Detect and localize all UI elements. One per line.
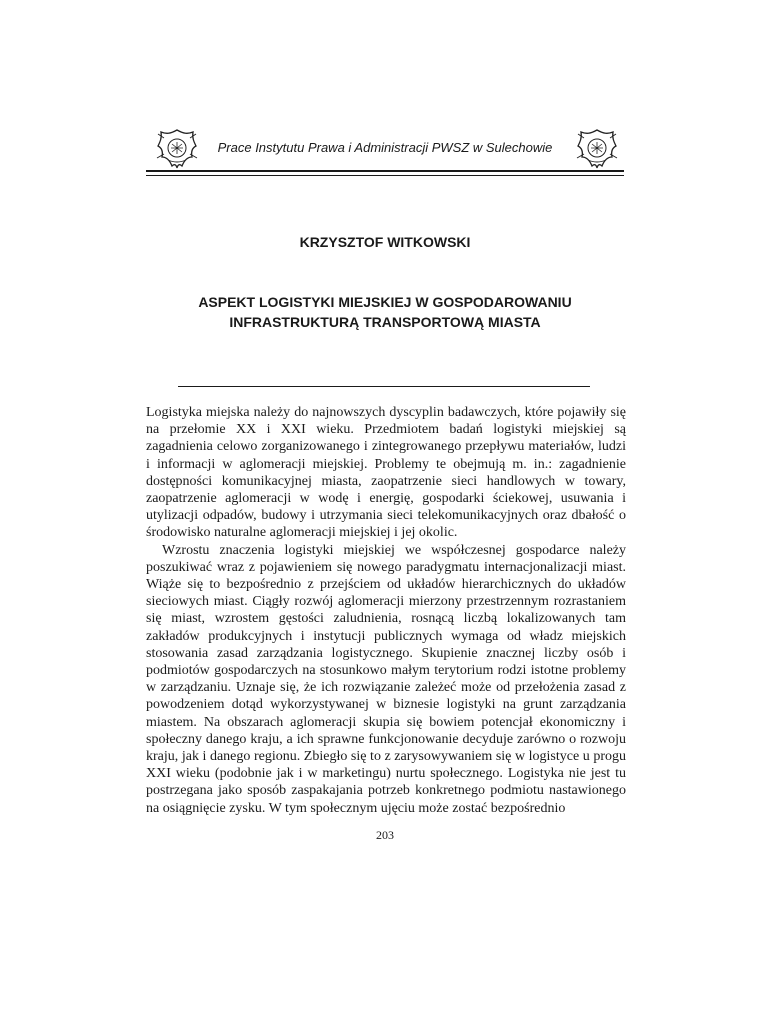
article-body — [146, 404, 626, 817]
institution-emblem-left — [152, 124, 202, 174]
article-title-line-1: ASPEKT LOGISTYKI MIEJSKIEJ W GOSPODAROWANIU — [198, 294, 572, 310]
author-name: KRZYSZTOF WITKOWSKI — [299, 234, 471, 250]
journal-title: Prace Instytutu Prawa i Administracji PWSZ w Sulechowie — [217, 140, 553, 155]
header-rule-thin — [146, 175, 624, 176]
body-paragraph-2: Wzrostu znaczenia logistyki miejskiej we współczesnej gospodarce należy poszukiwać wraz z pojawieniem się nowego paradygmatu internacjonalizacji miast. Wiąże się to bezpośrednio z przejściem od układów hierarchicznych do układów sieciowych miast. Ciągły rozwój aglomeracji mierzony przestrzennym rozrastaniem się miast, wzrostem gęstości zaludnienia, rosnącą liczbą lokalizowanych tam zakładów produkcyjnych i instytucji publicznych wymaga od władz miejskich stosowania zasad zarządzania logistycznego. Skupienie znacznej liczby osób i podmiotów gospodarczych na stosunkowo małym terytorium rodzi istotne problemy w zarządzaniu. Uznaje się, że ich rozwiązanie zależeć może od przełożenia zasad z powodzeniem dotąd wykorzystywanej w biznesie logistyki na grunt zarządzania miastem. Na obszarach aglomeracji skupia się bowiem potencjał ekonomiczny i społeczny danego kraju, a ich sprawne funkcjonowanie decyduje zarówno o rozwoju kraju, jak i danego regionu. Zbiegło się to z zarysowywaniem się w logistyce u progu XXI wieku (podobnie jak i w marketingu) nurtu społecznego. Logistyka nie jest tu postrzegana jako sposób zaspakajania potrzeb konkretnego podmiotu nastawionego na osiągnięcie zysku. W tym społecznym ujęciu może zostać bezpośrednio — [146, 542, 626, 816]
article-title — [146, 292, 624, 332]
running-header — [146, 124, 624, 176]
title-separator — [178, 386, 590, 387]
article-title-line-2: INFRASTRUKTURĄ TRANSPORTOWĄ MIASTA — [229, 314, 541, 330]
institution-emblem-right — [572, 124, 622, 174]
body-paragraph-1: Logistyka miejska należy do najnowszych dyscyplin badawczych, które pojawiły się na przełomie XX i XXI wieku. Przedmiotem badań logistyki miejskiej są zagadnienia celowo zorganizowanego i zintegrowanego przepływu materiałów, ludzi i informacji w aglomeracji miejskiej. Problemy te obejmują m. in.: zagadnienie dostępności komunikacyjnej miasta, zaopatrzenie sieci handlowych w towary, zaopatrzenie aglomeracji w wodę i energię, gospodarki ściekowej, usuwania i utylizacji odpadów, budowy i utrzymania sieci telekomunikacyjnych oraz dbałość o środowisko naturalne aglomeracji miejskiej i jej okolic. — [146, 405, 626, 541]
header-rule-thick — [146, 170, 624, 172]
page-number: 203 — [376, 828, 394, 842]
